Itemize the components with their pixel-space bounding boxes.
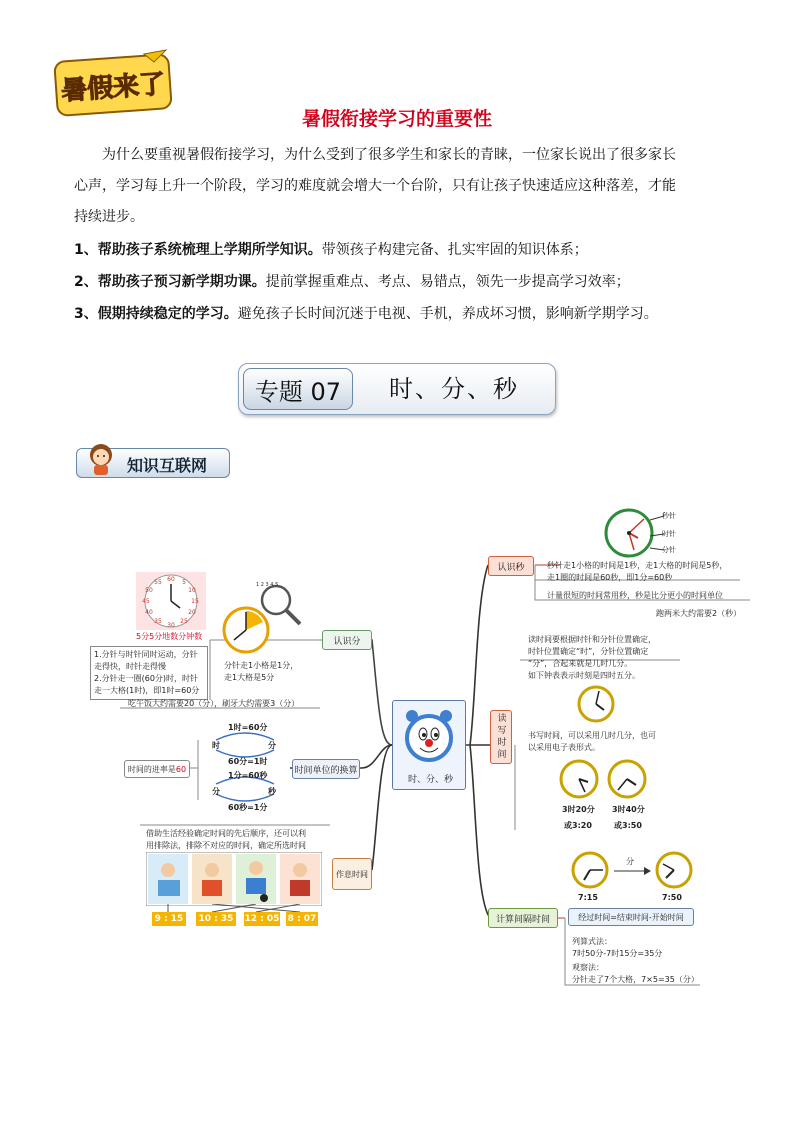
second-unit-note: 计量很短的时间常用秒，秒是比分更小的时间单位 xyxy=(547,591,723,600)
minute-to-second: 1分=60秒 xyxy=(228,771,268,780)
point-2: 2、帮助孩子预习新学期功课。提前掌握重难点、考点、易错点，领先一步提高学习效率； xyxy=(74,274,630,290)
point-1: 1、帮助孩子系统梳理上学期所学知识。带领孩子构建完备、扎实牢固的知识体系； xyxy=(74,242,588,258)
time-chip-2: 10 : 35 xyxy=(196,912,236,926)
hour-to-minute: 1时=60分 xyxy=(228,723,268,732)
digital-3-50: 或3:50 xyxy=(614,821,642,830)
clock-7-15-icon xyxy=(570,850,610,890)
time-chip-1: 9 : 15 xyxy=(152,912,186,926)
minute-dial-icon xyxy=(136,572,206,630)
label-hour-a: 时 xyxy=(212,741,220,750)
label-second-hand: 秒针 xyxy=(662,512,676,520)
svg-text:45: 45 xyxy=(142,598,150,605)
dial-caption: 5分5分地数分钟数 xyxy=(136,632,203,641)
interval-arrow-label: 分 xyxy=(626,857,634,866)
point-3: 3、假期持续稳定的学习。避免孩子长时间沉迷于电视、手机，养成坏习惯，影响新学期学习。 xyxy=(74,306,658,322)
node-know-second: 认识秒 xyxy=(488,556,534,576)
center-label: 时、分、秒 xyxy=(408,775,454,785)
rate-box: 时间的进率是 60 xyxy=(124,760,190,778)
svg-text:5: 5 xyxy=(182,579,186,586)
node-schedule: 作息时间 xyxy=(332,858,372,890)
svg-text:30: 30 xyxy=(167,622,175,629)
minute-grid-note: 分针走1小格是1分， 走1大格是5分 xyxy=(224,661,299,682)
svg-text:1 2 3 4 5: 1 2 3 4 5 xyxy=(256,582,279,588)
clock-3-40-icon xyxy=(606,758,648,800)
svg-text:50: 50 xyxy=(145,587,153,594)
svg-text:20: 20 xyxy=(188,609,196,616)
svg-text:10: 10 xyxy=(188,587,196,594)
clock-3-20-icon xyxy=(558,758,600,800)
time-chip-4: 8 : 07 xyxy=(287,914,317,924)
clock-label-3-20: 3时20分 xyxy=(562,805,595,814)
label-minute-hand: 分针 xyxy=(662,546,676,554)
svg-text:35: 35 xyxy=(154,618,162,625)
label-second-b: 秒 xyxy=(268,787,276,796)
topic-title: 时、分、秒 xyxy=(389,375,519,403)
svg-text:15: 15 xyxy=(191,598,199,605)
node-unit-conversion: 时间单位的换算 xyxy=(292,759,360,779)
end-time: 7:50 xyxy=(662,893,682,902)
daily-routine-pictures xyxy=(146,852,322,906)
intro-line-2: 心声，学习每上升一个阶段，学习的难度就会增大一个台阶，只有让孩子快速适应这种落差，才能 xyxy=(74,178,676,194)
knowledge-network-label: 知识互联网 xyxy=(127,456,208,475)
start-time: 7:15 xyxy=(578,893,598,902)
read-time-note: 读时间要根据时针和分针位置确定， 时针位置确定“时”，分针位置确定 “分”，合起来就是几时几分。 如下钟表表示时刻是四时五分。 xyxy=(528,635,656,680)
four-oh-five-clock-icon xyxy=(576,684,616,724)
calc-method: 列算式法： 7时50分-7时15分=35分 xyxy=(572,937,663,958)
label-hour-hand: 时针 xyxy=(662,530,676,538)
svg-text:25: 25 xyxy=(180,618,188,625)
minute-to-hour: 60分=1时 xyxy=(228,757,268,766)
label-minute-a: 分 xyxy=(268,741,276,750)
clock-label-3-40: 3时40分 xyxy=(612,805,645,814)
observe-method: 观察法： 分针走了7个大格，7×5=35（分） xyxy=(572,963,699,984)
write-time-note: 书写时间，可以采用几时几分，也可 以采用电子表形式。 xyxy=(528,731,656,752)
run-example: 跑两米大约需要2（秒） xyxy=(656,609,742,618)
label-minute-b: 分 xyxy=(212,787,220,796)
topic-number: 专题 07 xyxy=(243,368,353,410)
page-title: 暑假衔接学习的重要性 xyxy=(301,108,492,130)
second-to-minute: 60秒=1分 xyxy=(228,803,268,812)
svg-text:暑假来了: 暑假来了 xyxy=(60,69,167,107)
schedule-note: 借助生活经验确定时间的先后顺序，还可以利 用排除法，排除不对应的时间，确定所选时间 xyxy=(146,829,306,850)
duration-example: 吃午饭大约需要20（分），刷牙大约需要3（分） xyxy=(128,699,300,708)
svg-text:55: 55 xyxy=(154,579,162,586)
time-chip-3: 12 : 05 xyxy=(244,914,280,924)
second-hand-clock-icon xyxy=(602,506,666,558)
digital-3-20: 或3:20 xyxy=(564,821,592,830)
minute-rules-note: 1.分针与时针同时运动，分针 走得快，时针走得慢 2.分针走一圈(60分)时，时针 走一大格(1时)，即1时=60分 xyxy=(90,646,208,700)
node-interval-time: 计算间隔时间 xyxy=(488,908,558,928)
intro-line-3: 持续进步。 xyxy=(74,209,144,225)
node-know-minute: 认识分 xyxy=(322,630,372,650)
svg-text:60: 60 xyxy=(167,576,175,583)
smiling-clock-icon xyxy=(402,708,456,764)
node-read-write-time: 读写时间 xyxy=(490,710,512,764)
clock-7-50-icon xyxy=(654,850,694,890)
intro-line-1: 为什么要重视暑假衔接学习，为什么受到了很多学生和家长的青睐，一位家长说出了很多家长 xyxy=(102,147,676,163)
magnifier-clock-icon xyxy=(218,578,318,658)
second-definition: 秒针走1小格的时间是1秒，走1大格的时间是5秒， 走1圈的时间是60秒，即1分=60秒 xyxy=(547,561,728,582)
formula-box: 经过时间=结束时间-开始时间 xyxy=(568,908,694,926)
svg-text:40: 40 xyxy=(145,609,153,616)
